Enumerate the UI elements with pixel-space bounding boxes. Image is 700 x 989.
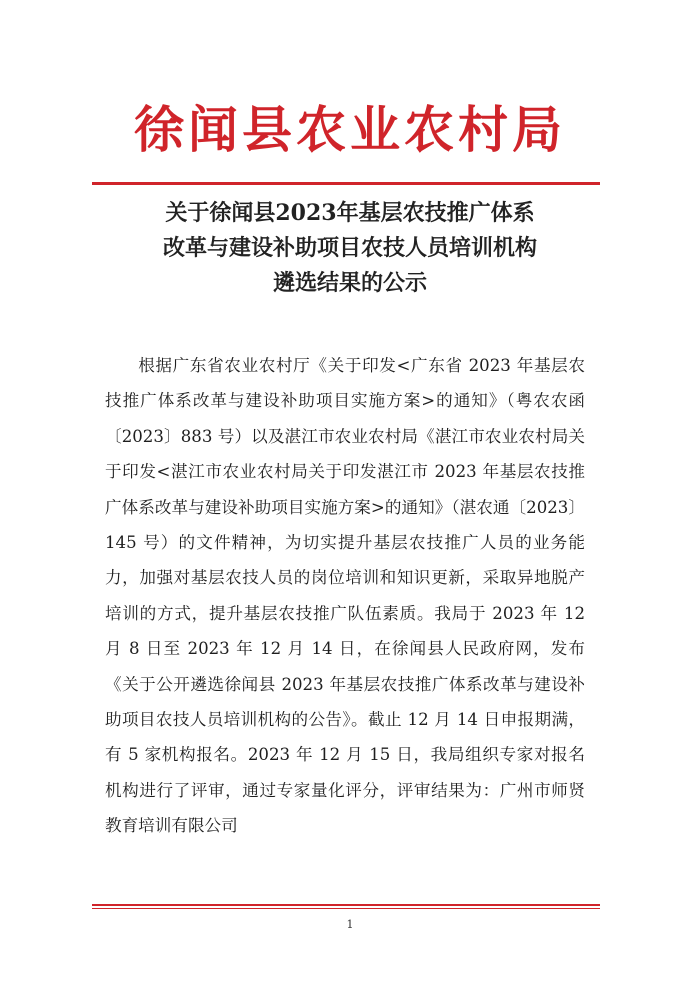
notice-body-paragraph: 根据广东省农业农村厅《关于印发<广东省 2023 年基层农技推广体系改革与建设补助项目实施方案>的通知》（粤农农函〔2023〕883 号）以及湛江市农业农村局《湛江市农业农村局关于印发<湛江市农业农村局关于印发湛江市 2023 年基层农技推广体系改革与建设补助项目实施方案>的通知》（湛农通〔2023〕145 号）的文件精神，为切实提升基层农技推广人员的业务能力，加强对基层农技人员的岗位培训和知识更新，采取异地脱产培训的方式，提升基层农技推广队伍素质。我局于 2023 年 12 月 8 日至 2023 年 12 月 14 日，在徐闻县人民政府网，发布《关于公开遴选徐闻县 2023 年基层农技推广体系改革与建设补助项目农技人员培训机构的公告》。截止 12 月 14 日申报期满，有 5 家机构报名。2023 年 12 月 15 日，我局组织专家对报名机构进行了评审，通过专家量化评分，评审结果为：广州市师贤教育培训有限公司 [105, 356, 585, 836]
notice-title-line: 遴选结果的公示 [272, 270, 427, 296]
page-number: 1 [346, 918, 354, 931]
letterhead-red-rule [92, 182, 600, 185]
footer-red-rule-thin [92, 908, 600, 909]
notice-title-line: 改革与建设补助项目农技人员培训机构 [162, 235, 537, 261]
notice-title [0, 196, 700, 301]
notice-title-line: 关于徐闻县2023年基层农技推广体系 [165, 200, 535, 226]
letterhead-agency-name: 徐闻县农业农村局 [134, 100, 566, 159]
footer-red-rule [92, 904, 600, 906]
